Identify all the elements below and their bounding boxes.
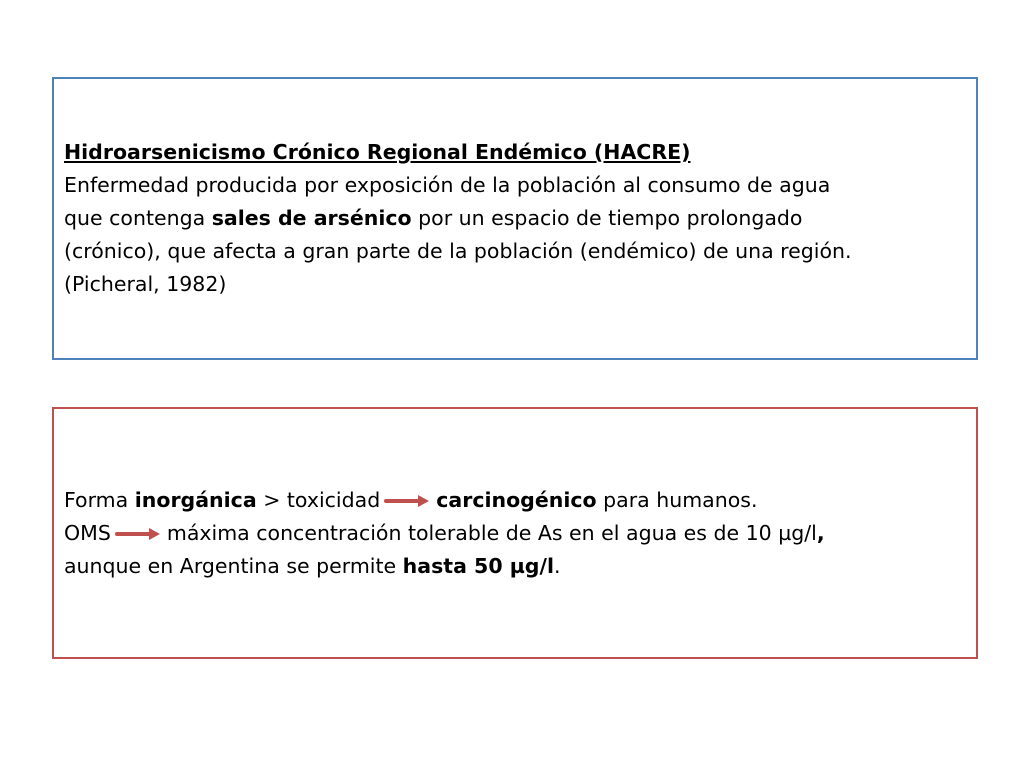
period-text: . [554, 554, 561, 578]
line3-post: por un espacio de tiempo prolongado [411, 206, 803, 230]
para-humanos-text: para humanos. [596, 488, 758, 512]
hasta-50-bold: hasta 50 µg/l [402, 554, 554, 578]
definition-citation: (Picheral, 1982) [64, 272, 227, 296]
definition-line-2: Enfermedad producida por exposición de la población al consumo de agua [64, 173, 831, 197]
definition-title: Hidroarsenicismo Crónico Regional Endémico (HACRE) [64, 140, 691, 164]
toxicity-line-2 [64, 517, 966, 550]
toxicity-line-3 [64, 550, 966, 583]
definition-box [52, 77, 978, 360]
oms-label: OMS [64, 521, 111, 545]
comma-bold: , [816, 521, 825, 545]
argentina-text: aunque en Argentina se permite [64, 554, 403, 578]
definition-line-3 [64, 202, 966, 235]
definition-text [64, 136, 966, 301]
carcinogenico-bold: carcinogénico [436, 488, 597, 512]
right-arrow-icon [384, 494, 430, 508]
right-arrow-icon [115, 527, 161, 541]
definition-line-4: (crónico), que afecta a gran parte de la población (endémico) de una región. [64, 239, 852, 263]
sales-de-arsenico-bold: sales de arsénico [211, 206, 412, 230]
toxicidad-text: > toxicidad [256, 488, 381, 512]
toxicity-text [64, 484, 966, 583]
inorganica-bold: inorgánica [134, 488, 257, 512]
toxicity-line-1 [64, 484, 966, 517]
toxicity-box [52, 407, 978, 659]
line3-pre: que contenga [64, 206, 212, 230]
oms-limit-text: máxima concentración tolerable de As en el agua es de 10 µg/l [166, 521, 817, 545]
forma-label: Forma [64, 488, 135, 512]
